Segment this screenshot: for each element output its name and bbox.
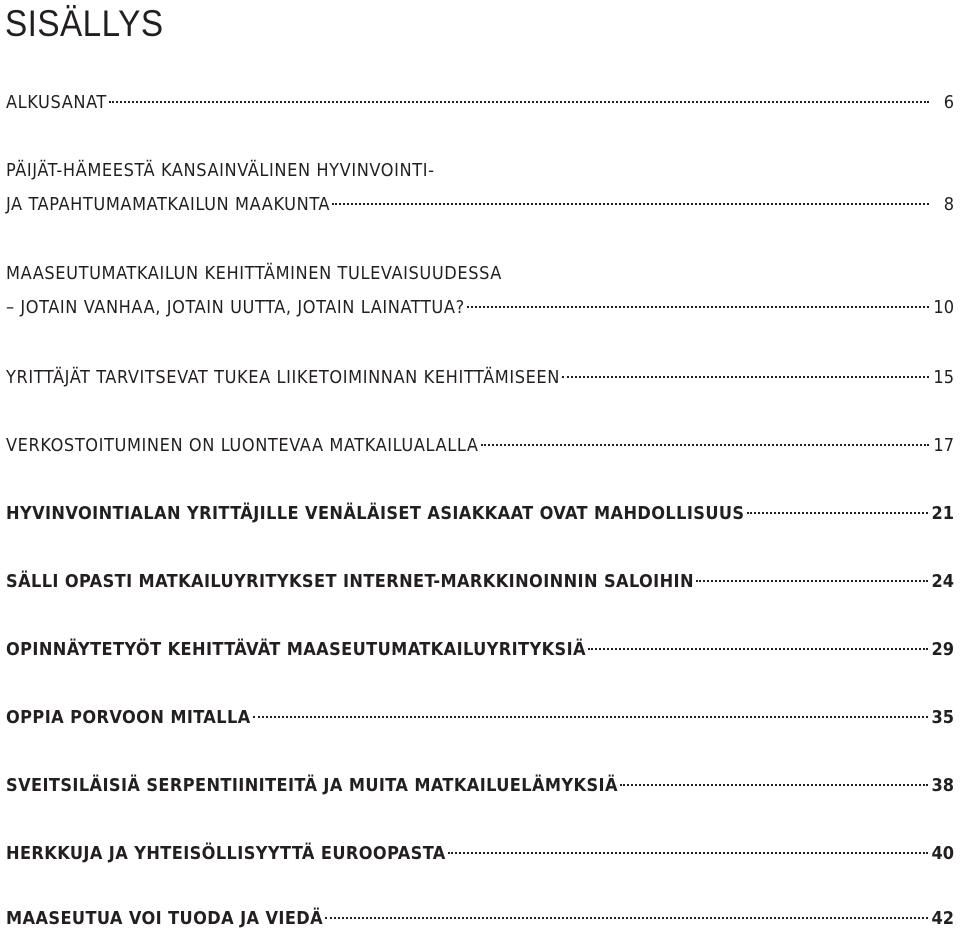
toc-page-number: 35 xyxy=(931,707,954,728)
dot-leader xyxy=(109,101,929,103)
toc-page-number: 21 xyxy=(931,503,954,524)
toc-entry-title: OPPIA PORVOON MITALLA xyxy=(6,707,251,728)
toc-entry-title-continued: – JOTAIN VANHAA, JOTAIN UUTTA, JOTAIN LAINATTUA? xyxy=(6,297,465,318)
toc-entry-title: ALKUSANAT xyxy=(6,92,107,113)
toc-entry-title: MAASEUTUA VOI TUODA JA VIEDÄ xyxy=(6,908,324,929)
toc-entry-title-continued: JA TAPAHTUMAMATKAILUN MAAKUNTA xyxy=(6,194,331,215)
toc-page-number: 40 xyxy=(931,843,954,864)
toc-entry[interactable] xyxy=(6,636,954,664)
toc-entry[interactable] xyxy=(6,260,954,322)
dot-leader xyxy=(467,306,929,308)
toc-entry[interactable] xyxy=(6,568,954,596)
toc-entry[interactable] xyxy=(6,364,954,392)
toc-page-number: 38 xyxy=(931,775,954,796)
toc-entry-title: SVEITSILÄISIÄ SERPENTIINITEITÄ JA MUITA MATKAILUELÄMYKSIÄ xyxy=(6,775,618,796)
toc-entry-title: VERKOSTOITUMINEN ON LUONTEVAA MATKAILUALALLA xyxy=(6,435,479,456)
dot-leader xyxy=(620,784,929,786)
toc-entry[interactable] xyxy=(6,905,954,933)
toc-page-number: 15 xyxy=(933,367,954,388)
toc-entry[interactable] xyxy=(6,157,954,219)
toc-entry-title: PÄIJÄT-HÄMEESTÄ KANSAINVÄLINEN HYVINVOINTI- xyxy=(6,160,435,181)
toc-entry[interactable] xyxy=(6,704,954,732)
dot-leader xyxy=(253,716,929,718)
dot-leader xyxy=(562,376,929,378)
dot-leader xyxy=(588,648,928,650)
toc-entry[interactable] xyxy=(6,500,954,528)
toc-entry[interactable] xyxy=(6,772,954,800)
toc-entry-title: OPINNÄYTETYÖT KEHITTÄVÄT MAASEUTUMATKAILUYRITYKSIÄ xyxy=(6,639,586,660)
toc-page-number: 42 xyxy=(931,908,954,929)
toc-entry[interactable] xyxy=(6,89,954,117)
toc-page-number: 29 xyxy=(931,639,954,660)
toc-entry[interactable] xyxy=(6,432,954,460)
toc-page-number: 10 xyxy=(933,297,954,318)
dot-leader xyxy=(325,917,928,919)
dot-leader xyxy=(696,580,929,582)
dot-leader xyxy=(332,203,929,205)
toc-page-number: 24 xyxy=(931,571,954,592)
toc-entry-title: YRITTÄJÄT TARVITSEVAT TUKEA LIIKETOIMINNAN KEHITTÄMISEEN xyxy=(6,367,560,388)
toc-entry-title: MAASEUTUMATKAILUN KEHITTÄMINEN TULEVAISUUDESSA xyxy=(6,263,502,284)
page-title: SISÄLLYS xyxy=(5,3,164,44)
toc-page-number: 8 xyxy=(943,194,954,215)
dot-leader xyxy=(448,852,929,854)
toc-entry[interactable] xyxy=(6,840,954,868)
toc-entry-title: HERKKUJA JA YHTEISÖLLISYYTTÄ EUROOPASTA xyxy=(6,843,446,864)
dot-leader xyxy=(747,512,929,514)
toc-page-number: 17 xyxy=(933,435,954,456)
toc-entry-title: HYVINVOINTIALAN YRITTÄJILLE VENÄLÄISET ASIAKKAAT OVAT MAHDOLLISUUS xyxy=(6,503,745,524)
toc-entry-title: SÄLLI OPASTI MATKAILUYRITYKSET INTERNET-MARKKINOINNIN SALOIHIN xyxy=(6,571,694,592)
toc-page-number: 6 xyxy=(943,92,954,113)
dot-leader xyxy=(481,444,929,446)
